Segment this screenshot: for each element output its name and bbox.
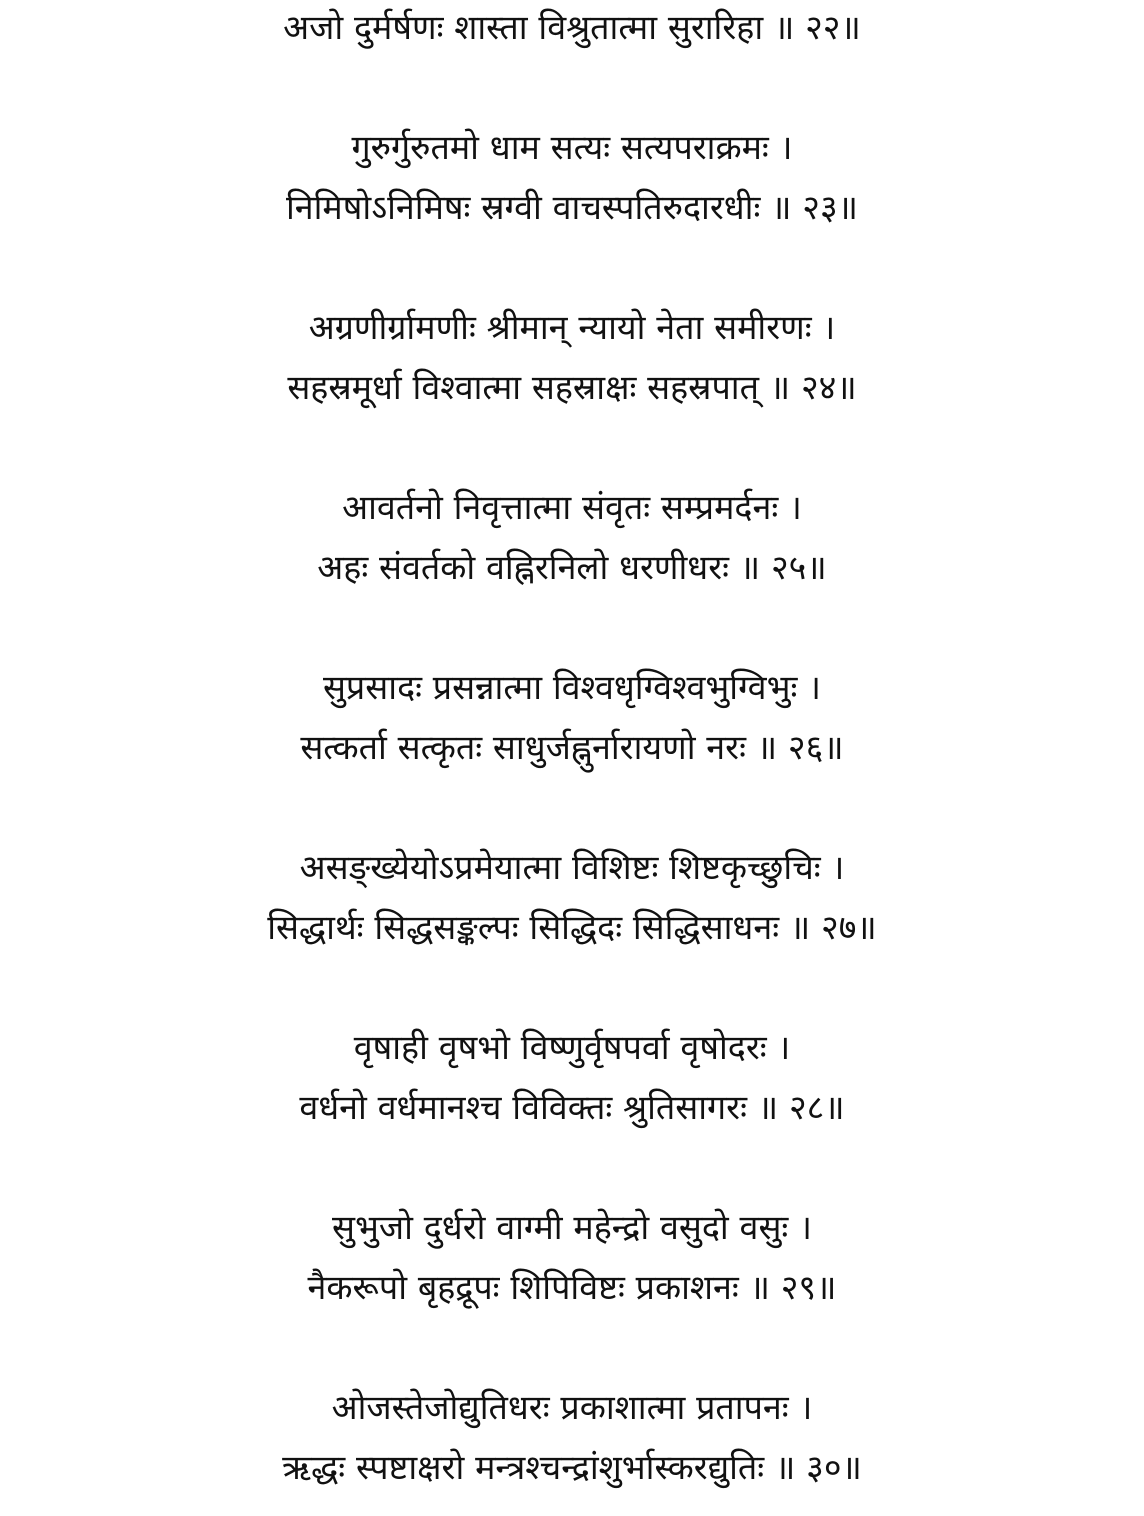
- verse-27-line-1: असङ्ख्येयोऽप्रमेयात्मा विशिष्टः शिष्टकृच्छुचिः ।: [299, 848, 845, 888]
- verse-23-line-2: निमिषोऽनिमिषः स्रग्वी वाचस्पतिरुदारधीः ॥ २३॥: [285, 188, 859, 228]
- verse-22-line-2: अजो दुर्मर्षणः शास्ता विश्रुतात्मा सुरारिहा ॥ २२॥: [283, 8, 861, 48]
- verse-24-line-2: सहस्रमूर्धा विश्वात्मा सहस्राक्षः सहस्रपात् ॥ २४॥: [287, 368, 857, 408]
- verse-23-line-1: गुरुर्गुरुतमो धाम सत्यः सत्यपराक्रमः ।: [351, 128, 793, 168]
- verse-28-line-2: वर्धनो वर्धमानश्च विविक्तः श्रुतिसागरः ॥ २८॥: [299, 1088, 845, 1128]
- verse-24-line-1: अग्रणीर्ग्रामणीः श्रीमान् न्यायो नेता समीरणः ।: [308, 308, 836, 348]
- verse-25-line-1: आवर्तनो निवृत्तात्मा संवृतः सम्प्रमर्दनः ।: [342, 488, 802, 528]
- verse-29-line-2: नैकरूपो बृहद्रूपः शिपिविष्टः प्रकाशनः ॥ २९॥: [307, 1268, 837, 1308]
- verse-30-line-1: ओजस्तेजोद्युतिधरः प्रकाशात्मा प्रतापनः ।: [331, 1388, 813, 1428]
- verse-28-line-1: वृषाही वृषभो विष्णुर्वृषपर्वा वृषोदरः ।: [353, 1028, 791, 1068]
- verse-27-line-2: सिद्धार्थः सिद्धसङ्कल्पः सिद्धिदः सिद्धिसाधनः ॥ २७॥: [267, 908, 877, 948]
- verse-29-line-1: सुभुजो दुर्धरो वाग्मी महेन्द्रो वसुदो वसुः ।: [332, 1208, 812, 1248]
- verse-26-line-1: सुप्रसादः प्रसन्नात्मा विश्वधृग्विश्वभुग्विभुः ।: [322, 668, 822, 708]
- verse-26-line-2: सत्कर्ता सत्कृतः साधुर्जह्नुर्नारायणो नरः ॥ २६॥: [300, 728, 844, 768]
- verse-30-line-2: ऋद्धः स्पष्टाक्षरो मन्त्रश्चन्द्रांशुर्भास्करद्युतिः ॥ ३०॥: [282, 1448, 862, 1488]
- verse-25-line-2: अहः संवर्तको वह्निरनिलो धरणीधरः ॥ २५॥: [317, 548, 827, 588]
